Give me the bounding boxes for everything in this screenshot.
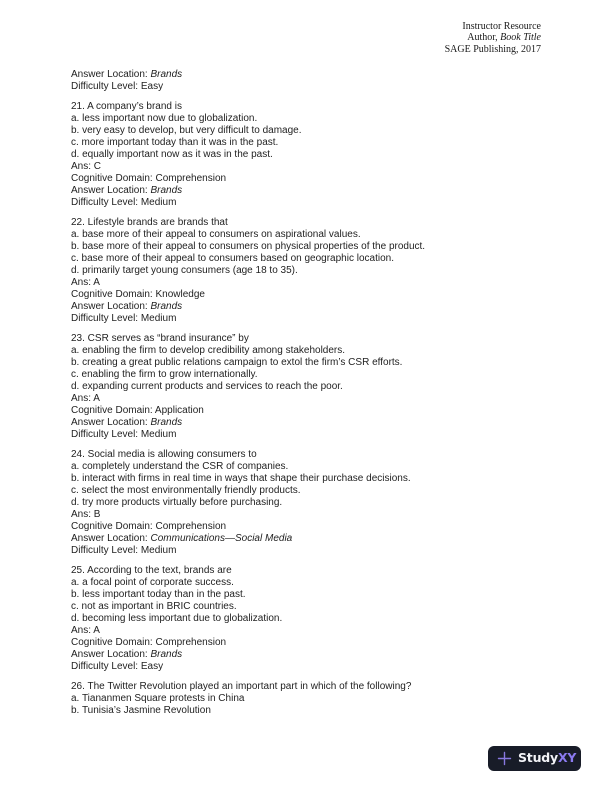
- difficulty-line: Difficulty Level: Medium: [71, 429, 177, 440]
- header-book-title: Book Title: [500, 32, 541, 44]
- studyxy-wordmark: [518, 752, 576, 765]
- answer-location-label: Answer Location:: [71, 533, 151, 544]
- answer-location-label: Answer Location:: [71, 417, 151, 428]
- option-a: a. enabling the firm to develop credibility among stakeholders.: [71, 345, 346, 356]
- carryover-block: [71, 69, 549, 93]
- answer-line: Ans: A: [71, 625, 100, 636]
- option-a: a. a focal point of corporate success.: [71, 577, 234, 588]
- answer-location-label: Answer Location:: [71, 69, 151, 80]
- answer-location-line: [71, 185, 549, 197]
- answer-location-label: Answer Location:: [71, 649, 151, 660]
- question-block-21: [71, 101, 549, 209]
- header-publisher: SAGE Publishing, 2017: [444, 43, 541, 55]
- option-c: c. base more of their appeal to consumers based on geographic location.: [71, 253, 394, 264]
- studyxy-logo-badge: [488, 746, 581, 771]
- option-b: b. Tunisia’s Jasmine Revolution: [71, 705, 211, 716]
- question-block-26: [71, 681, 549, 717]
- answer-line: Ans: B: [71, 509, 101, 520]
- option-d: d. expanding current products and services to reach the poor.: [71, 381, 343, 392]
- option-b: b. base more of their appeal to consumers on physical properties of the product.: [71, 241, 426, 252]
- cognitive-domain-line: Cognitive Domain: Comprehension: [71, 521, 227, 532]
- answer-location-value: Brands: [150, 185, 183, 196]
- option-d: d. becoming less important due to globalization.: [71, 613, 283, 624]
- difficulty-line: Difficulty Level: Medium: [71, 545, 177, 556]
- option-a: a. base more of their appeal to consumers on aspirational values.: [71, 229, 361, 240]
- question-text: 25. According to the text, brands are: [71, 565, 232, 576]
- option-b: b. very easy to develop, but very difficult to damage.: [71, 125, 302, 136]
- cognitive-domain-line: Cognitive Domain: Comprehension: [71, 637, 227, 648]
- header-author-book-title: [445, 32, 541, 43]
- answer-line: Ans: A: [71, 393, 100, 404]
- question-text: 26. The Twitter Revolution played an important part in which of the following?: [71, 681, 412, 692]
- difficulty-line: Difficulty Level: Easy: [71, 81, 164, 92]
- answer-location-value: Brands: [150, 301, 183, 312]
- question-text: 23. CSR serves as “brand insurance” by: [71, 333, 249, 344]
- brand-study: Study: [518, 750, 558, 766]
- option-d: d. equally important now as it was in the past.: [71, 149, 273, 160]
- option-a: a. completely understand the CSR of companies.: [71, 461, 289, 472]
- option-d: d. primarily target young consumers (age 18 to 35).: [71, 265, 298, 276]
- answer-line: Ans: A: [71, 277, 100, 288]
- answer-location-label: Answer Location:: [71, 185, 151, 196]
- plus-icon: [497, 751, 512, 766]
- question-block-25: [71, 565, 549, 673]
- answer-location-value: Brands: [150, 417, 183, 428]
- header-author-prefix: Author,: [467, 32, 501, 44]
- cognitive-domain-line: Cognitive Domain: Knowledge: [71, 289, 205, 300]
- option-d: d. try more products virtually before purchasing.: [71, 497, 283, 508]
- question-block-24: [71, 449, 549, 557]
- option-a: a. less important now due to globalization.: [71, 113, 258, 124]
- difficulty-line: Difficulty Level: Easy: [71, 661, 164, 672]
- option-b: b. less important today than in the past.: [71, 589, 246, 600]
- question-block-22: [71, 217, 549, 325]
- cognitive-domain-line: Cognitive Domain: Application: [71, 405, 204, 416]
- answer-location-value: Brands: [150, 69, 183, 80]
- document-body: [71, 69, 549, 725]
- option-c: c. more important today than it was in the past.: [71, 137, 279, 148]
- option-c: c. select the most environmentally friendly products.: [71, 485, 301, 496]
- option-a: a. Tiananmen Square protests in China: [71, 693, 245, 704]
- brand-xy: XY: [557, 750, 577, 766]
- page-header: [445, 21, 541, 55]
- option-b: b. interact with firms in real time in ways that shape their purchase decisions.: [71, 473, 411, 484]
- question-text: 21. A company’s brand is: [71, 101, 182, 112]
- answer-location-line: [71, 649, 549, 661]
- answer-location-value: Communications—Social Media: [150, 533, 293, 544]
- difficulty-line: Difficulty Level: Medium: [71, 313, 177, 324]
- question-block-23: [71, 333, 549, 441]
- answer-location-line: [71, 533, 549, 545]
- option-b: b. creating a great public relations campaign to extol the firm’s CSR efforts.: [71, 357, 403, 368]
- answer-line: Ans: C: [71, 161, 102, 172]
- question-text: 24. Social media is allowing consumers to: [71, 449, 257, 460]
- option-c: c. enabling the firm to grow internationally.: [71, 369, 258, 380]
- question-text: 22. Lifestyle brands are brands that: [71, 217, 228, 228]
- header-instructor-resource: Instructor Resource: [462, 21, 541, 32]
- cognitive-domain-line: Cognitive Domain: Comprehension: [71, 173, 227, 184]
- answer-location-line: [71, 69, 549, 81]
- option-c: c. not as important in BRIC countries.: [71, 601, 237, 612]
- answer-location-line: [71, 417, 549, 429]
- answer-location-value: Brands: [150, 649, 183, 660]
- answer-location-label: Answer Location:: [71, 301, 151, 312]
- answer-location-line: [71, 301, 549, 313]
- difficulty-line: Difficulty Level: Medium: [71, 197, 177, 208]
